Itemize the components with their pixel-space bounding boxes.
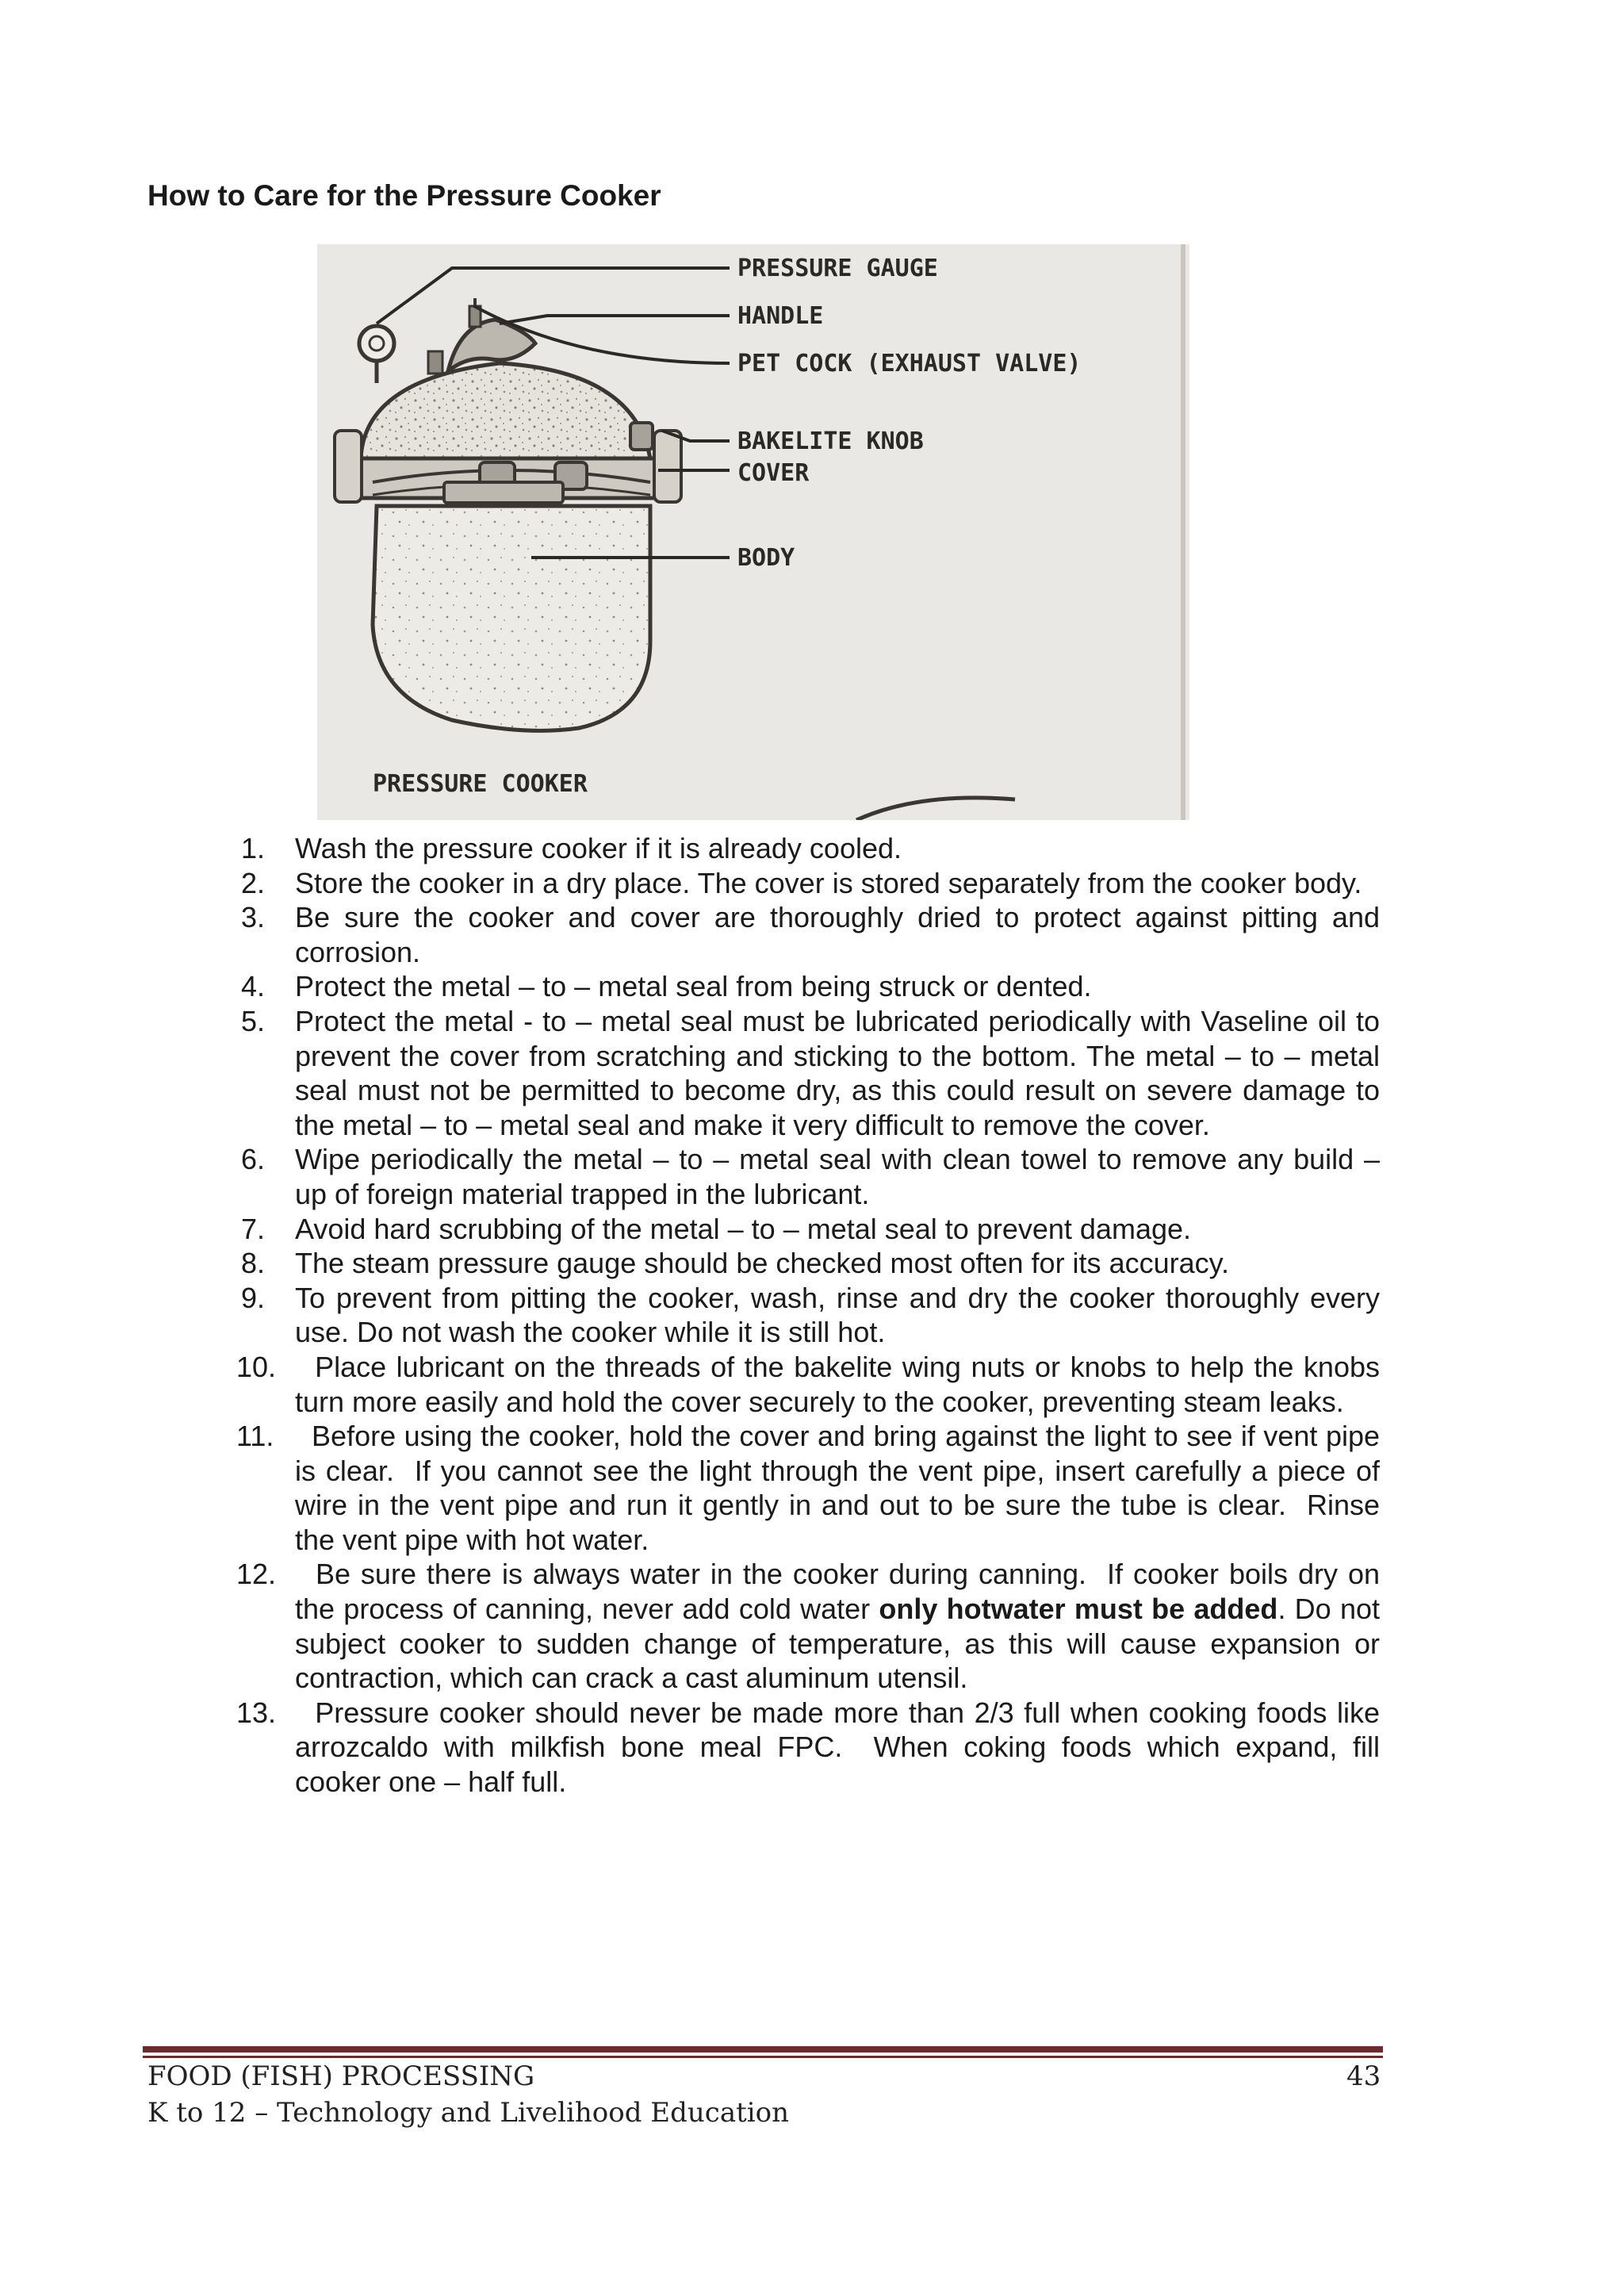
pressure-cooker-figure: [317, 244, 1189, 820]
footer-page-number: 43: [1346, 2060, 1381, 2092]
footer-rule-thin: [143, 2056, 1383, 2058]
label-pet-cock: PET COCK (EXHAUST VALVE): [737, 350, 1082, 378]
footer-program: K to 12 – Technology and Livelihood Education: [147, 2097, 789, 2129]
care-instructions-list: [236, 831, 1388, 1800]
list-item: 1. Wash the pressure cooker if it is already cooled.: [241, 832, 902, 864]
list-item: 12. Be sure there is always water in the cooker during canning. If cooker boils dry on the process of canning, never add cold water only hotwater must be added. Do not subject cooker to sudden change of temperature, as this will cause expansion or contraction, which can crack a cast aluminum utensil.: [236, 1558, 1388, 1695]
bold-emphasis: only hotwater must be added: [879, 1593, 1278, 1626]
pressure-gauge: [359, 326, 394, 361]
list-item: 13. Pressure cooker should never be made more than 2/3 full when cooking foods like arrozcaldo with milkfish bone meal FPC. When coking foods which expand, fill cooker one – half full.: [236, 1696, 1388, 1799]
label-handle: HANDLE: [737, 302, 824, 330]
list-item: 11. Before using the cooker, hold the cover and bring against the light to see if vent pipe is clear. If you cannot see the light through the vent pipe, insert carefully a piece of wire in the vent pipe and run it gently in and out to be sure the tube is clear. Rinse the vent pipe with hot water.: [236, 1420, 1388, 1556]
label-cover: COVER: [737, 459, 810, 487]
label-bakelite-knob: BAKELITE KNOB: [737, 427, 924, 455]
label-pressure-gauge: PRESSURE GAUGE: [737, 255, 938, 282]
list-item: 8. The steam pressure gauge should be checked most often for its accuracy.: [241, 1247, 1229, 1280]
list-item: 7. Avoid hard scrubbing of the metal – to – metal seal to prevent damage.: [241, 1212, 1192, 1245]
pressure-cooker-illustration: [317, 244, 1189, 820]
list-item: 4. Protect the metal – to – metal seal from being struck or dented.: [241, 970, 1092, 1003]
cooker-cover: [361, 363, 650, 458]
figure-caption: PRESSURE COOKER: [373, 770, 588, 798]
footer-subject: FOOD (FISH) PROCESSING: [147, 2060, 535, 2092]
list-item: 2. Store the cooker in a dry place. The cover is stored separately from the cooker body.: [241, 866, 1362, 899]
footer-rule: [143, 2046, 1383, 2053]
list-item: 10. Place lubricant on the threads of the bakelite wing nuts or knobs to help the knobs turn more easily and hold the cover securely to the cooker, preventing steam leaks.: [236, 1350, 1388, 1418]
list-item: 5. Protect the metal - to – metal seal must be lubricated periodically with Vaseline oil to prevent the cover from scratching and sticking to the bottom. The metal – to – metal seal must not be permitted to become dry, as this could result on severe damage to the metal – to – metal seal and make it very difficult to remove the cover.: [241, 1004, 1380, 1141]
cooker-body: [373, 506, 650, 730]
list-item: 3. Be sure the cooker and cover are thoroughly dried to protect against pitting and corrosion.: [241, 901, 1380, 968]
page-title: How to Care for the Pressure Cooker: [147, 179, 661, 212]
label-body: BODY: [737, 544, 795, 572]
list-item: 9. To prevent from pitting the cooker, wash, rinse and dry the cooker thoroughly every use. Do not wash the cooker while it is still hot.: [241, 1281, 1380, 1349]
list-item: 6. Wipe periodically the metal – to – metal seal with clean towel to remove any build – up of foreign material trapped in the lubricant.: [241, 1143, 1380, 1210]
